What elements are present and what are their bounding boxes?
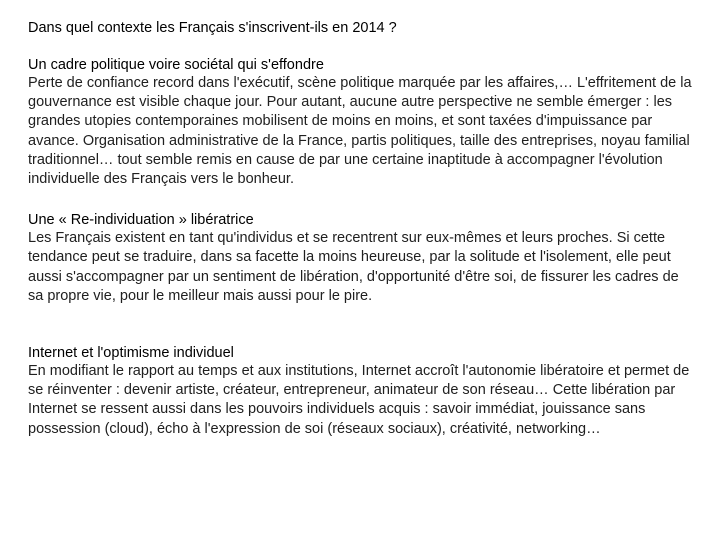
slide-page: [28, 18, 692, 439]
section-internet: [28, 344, 692, 439]
section-body: Les Français existent en tant qu'individus et se recentrent sur eux-mêmes et leurs proches. Si cette tendance peut se traduire, dans sa facette la moins heureuse, par la solitude et l'isolement, elle peut aussi s'accompagner par un sentiment de libération, d'opportunité d'être soi, de fissurer les cadres de sa propre vie, pour le meilleur mais aussi pour le pire.: [28, 230, 679, 304]
section-heading: Internet et l'optimisme individuel: [28, 345, 234, 362]
section-body: En modifiant le rapport au temps et aux institutions, Internet accroît l'autonomie libératoire et permet de se réinventer : devenir artiste, créateur, entrepreneur, animateur de son réseau… Cette libération par Internet se ressent aussi dans les pouvoirs individuels acquis : savoir immédiat, jouissance sans possession (cloud), écho à l'expression de soi (réseaux sociaux), créativité, networking…: [28, 363, 690, 437]
section-heading: Un cadre politique voire sociétal qui s'effondre: [28, 57, 324, 73]
section-heading: Une « Re-individuation » libératrice: [28, 212, 254, 229]
section-body: Perte de confiance record dans l'exécutif, scène politique marquée par les affaires,… L'effritement de la gouvernance est visible chaque jour. Pour autant, aucune autre perspective ne semble émerger : les grandes utopies contemporaines mobilisent de moins en moins, et sont taxées d'impuissance par avance. Organisation administrative de la France, partis politiques, taille des entreprises, noyau familial traditionnel… tout semble remis en cause de par une certaine inaptitude à accompagner l'évolution individuelle des Français vers le bonheur.: [28, 75, 692, 188]
section-spacer: [28, 189, 692, 211]
section-spacer: [28, 306, 692, 344]
section-reindividuation: [28, 211, 692, 306]
page-title: Dans quel contexte les Français s'inscrivent-ils en 2014 ?: [28, 20, 397, 36]
section-politique: [28, 56, 692, 189]
